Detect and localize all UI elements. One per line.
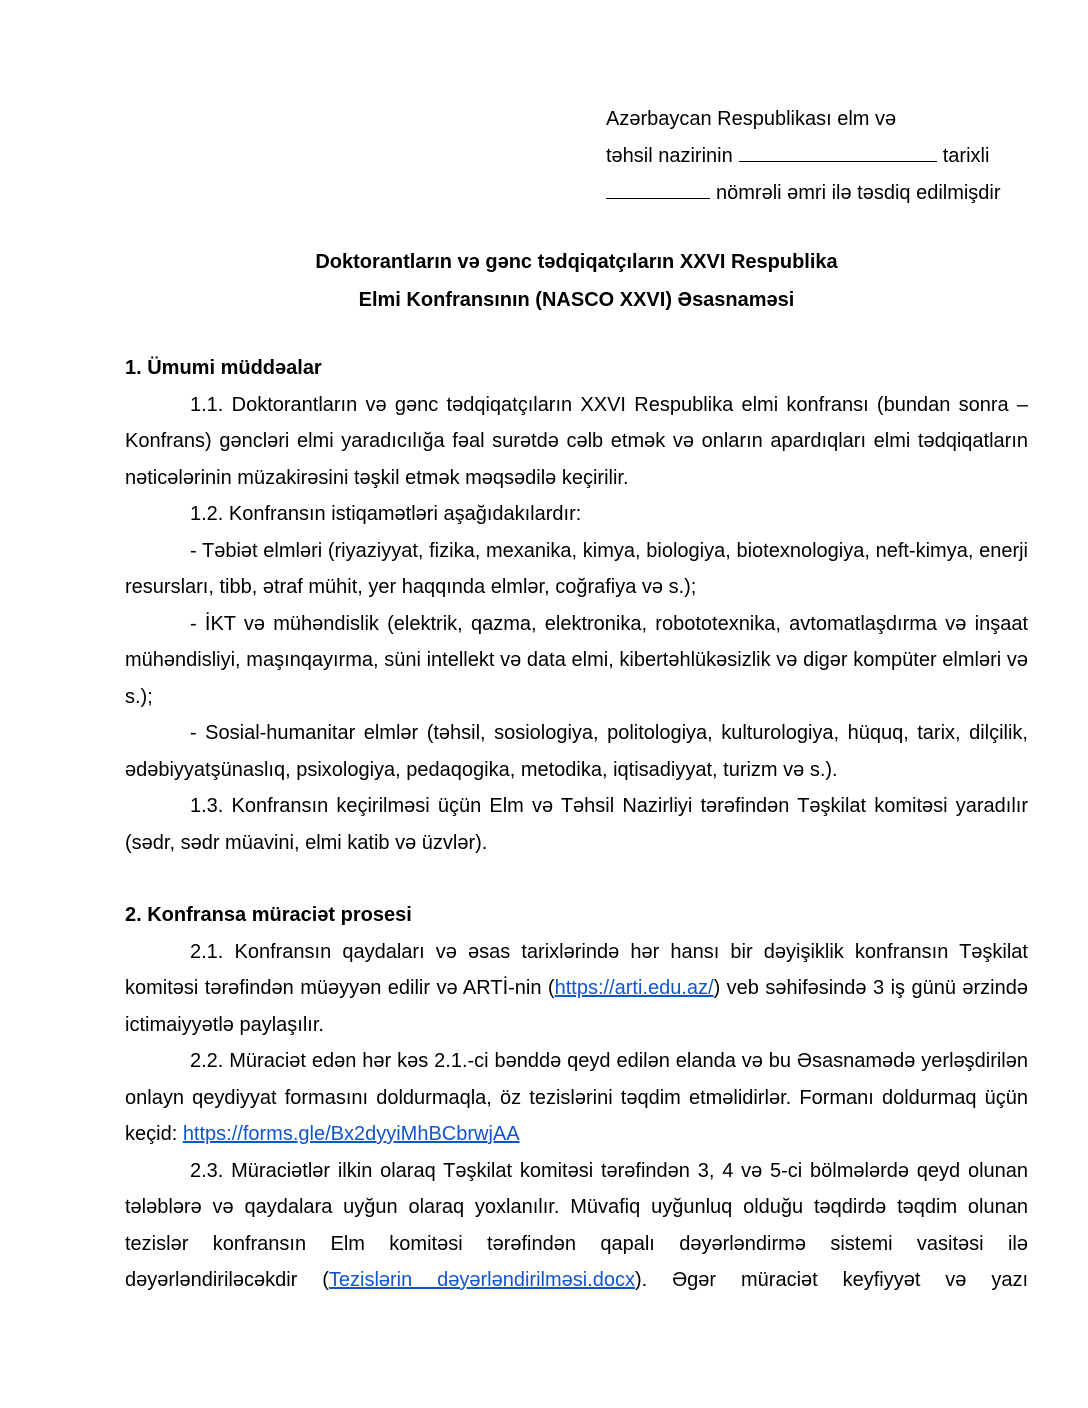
approval-line-1: Azərbaycan Respublikası elm və [606,108,897,130]
paragraph-2-1-text-start: 2.1. Konfransın qaydaları və əsas tarixlərində hər hansı bir dəyişiklik konfransın Təşkilat komitəsi tərəfindən müəyyən edilir və ARTİ-nin ( [125,940,1028,999]
document-title [125,243,1028,319]
approval-line-2-prefix: təhsil nazirinin [606,145,733,167]
date-blank [739,145,937,162]
list-item-ict-engineering: - İKT və mühəndislik (elektrik, qazma, elektronika, robototexnika, avtomatlaşdırma və inşaat mühəndisliyi, maşınqayırma, süni intellekt və data elmi, kibertəhlükəsizlik və digər kompüter elmləri və s.); [125,612,1028,708]
paragraph-2-1-text-end: ) veb səhifəsində 3 iş günü ərzində ictimaiyyətlə paylaşılır. [125,977,1028,1036]
list-item-social-humanities: - Sosial-humanitar elmlər (təhsil, sosiologiya, politologiya, kulturologiya, hüquq, tarix, dilçilik, ədəbiyyatşünaslıq, psixologiya, pedaqogika, metodika, iqtisadiyyat, turizm və s.). [125,722,1028,781]
document-body [125,350,1028,1299]
approval-block [606,101,1036,212]
approval-line-3 [606,175,1036,212]
paragraph-1-1: 1.1. Doktorantların və gənc tədqiqatçıların XXVI Respublika elmi konfransı (bundan sonra – Konfrans) gəncləri elmi yaradıcılığa fəal surətdə cəlb etmək və onların apardıqları elmi tədqiqatların nəticələrinin müzakirəsini təşkil etmək məqsədilə keçirilir. [125,393,1028,489]
paragraph-2-1 [125,934,1028,1044]
paragraph-2-3-text-start: 2.3. Müraciətlər ilkin olaraq Təşkilat komitəsi tərəfindən 3, 4 və 5-ci bölmələrdə qeyd olunan tələblərə və qaydalara uyğun olaraq yoxlanılır. Müvafiq uyğunluq olduğu təqdirdə təqdim olunan tezislər konfransın Elm komitəsi tərəfindən qapalı dəyərləndirmə sistemi vasitəsi ilə dəyərləndiriləcəkdir ( [125,1159,1028,1291]
approval-line-2-suffix: tarixli [942,145,990,167]
list-item-natural-sciences: - Təbiət elmləri (riyaziyyat, fizika, mexanika, kimya, biologiya, biotexnologiya, neft-kimya, enerji resursları, tibb, ətraf mühit, yer haqqında elmlər, coğrafiya və s.); [125,539,1028,598]
paragraph-1-3: 1.3. Konfransın keçirilməsi üçün Elm və Təhsil Nazirliyi tərəfindən Təşkilat komitəsi yaradılır (sədr, sədr müavini, elmi katib və üzvlər). [125,795,1028,854]
number-blank [606,182,710,199]
section-gap [125,861,1028,897]
section-1-heading: 1. Ümumi müddəalar [125,357,322,379]
approval-line-2 [606,138,1036,175]
title-line-2: Elmi Konfransının (NASCO XXVI) Əsasnaməsi [358,289,795,311]
title-line-1: Doktorantların və gənc tədqiqatçıların XXVI Respublika [315,251,838,273]
paragraph-2-2-text: 2.2. Müraciət edən hər kəs 2.1.-ci bənddə qeyd edilən elanda və bu Əsasnamədə yerləşdirilən onlayn qeydiyyat formasını doldurmaqla, öz tezislərini təqdim etməlidirlər. Formanı doldurmaq üçün keçid: [125,1050,1028,1145]
paragraph-2-2 [125,1043,1028,1153]
registration-form-link[interactable]: https://forms.gle/Bx2dyyiMhBCbrwjAA [182,1123,520,1145]
paragraph-2-3 [125,1153,1028,1299]
paragraph-1-2: 1.2. Konfransın istiqamətləri aşağıdakılardır: [190,503,582,525]
paragraph-2-3-text-end: ). Əgər müraciət keyfiyyət və yazı [635,1269,1029,1291]
approval-line-3-suffix: nömrəli əmri ilə təsdiq edilmişdir [716,182,1001,204]
arti-website-link[interactable]: https://arti.edu.az/ [554,977,714,999]
thesis-evaluation-doc-link[interactable]: Tezislərin dəyərləndirilməsi.docx [328,1269,636,1291]
section-2-heading: 2. Konfransa müraciət prosesi [125,904,412,926]
